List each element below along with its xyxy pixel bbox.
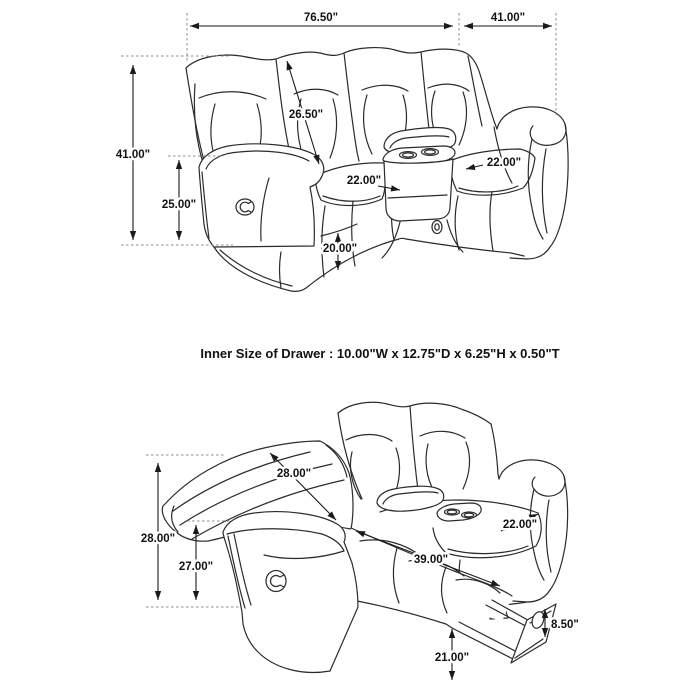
dim-right-seat-width <box>466 157 521 169</box>
upright-console <box>383 128 456 234</box>
reclined-arm-height-label: 27.00" <box>178 561 214 573</box>
figure-upright <box>116 12 568 291</box>
reclined-height-label: 28.00" <box>140 533 176 545</box>
backrest-length-label: 28.00" <box>276 468 312 480</box>
reclined-seat-length-label: 39.00" <box>413 554 449 566</box>
drawer-size-note: Inner Size of Drawer : 10.00"W x 12.75"D x 6.25"H x 0.50"T <box>200 346 560 361</box>
reclined-seat-width-label: 22.00" <box>502 519 538 531</box>
left-seat-width-label: 22.00" <box>346 175 382 187</box>
footrest-height-label: 8.50" <box>551 619 579 631</box>
upright-right-arm <box>494 107 568 259</box>
seat-height-label: 20.00" <box>322 243 358 255</box>
footrest-pad <box>511 604 556 663</box>
recliner-handle-upright <box>236 199 254 215</box>
dim-reclined-seat-width <box>501 514 538 531</box>
dim-footrest-clearance <box>435 629 469 680</box>
figure-reclined <box>141 402 579 680</box>
right-seat-width-label: 22.00" <box>486 157 522 169</box>
overall-height-label: 41.00" <box>115 149 151 161</box>
back-height-label: 26.50" <box>288 109 324 121</box>
upright-left-arm <box>199 144 324 247</box>
dim-overall-depth <box>464 12 556 115</box>
reclined-left-arm <box>223 512 358 673</box>
overall-width-label: 76.50" <box>303 12 339 24</box>
recliner-handle-reclined <box>266 571 286 592</box>
overall-depth-label: 41.00" <box>490 12 526 24</box>
drawer-pull-loop <box>432 221 442 234</box>
reclined-console <box>377 486 481 521</box>
footrest-clearance-label: 21.00" <box>434 652 470 664</box>
arm-height-label: 25.00" <box>161 199 197 211</box>
reclined-right-backrest <box>338 402 499 499</box>
